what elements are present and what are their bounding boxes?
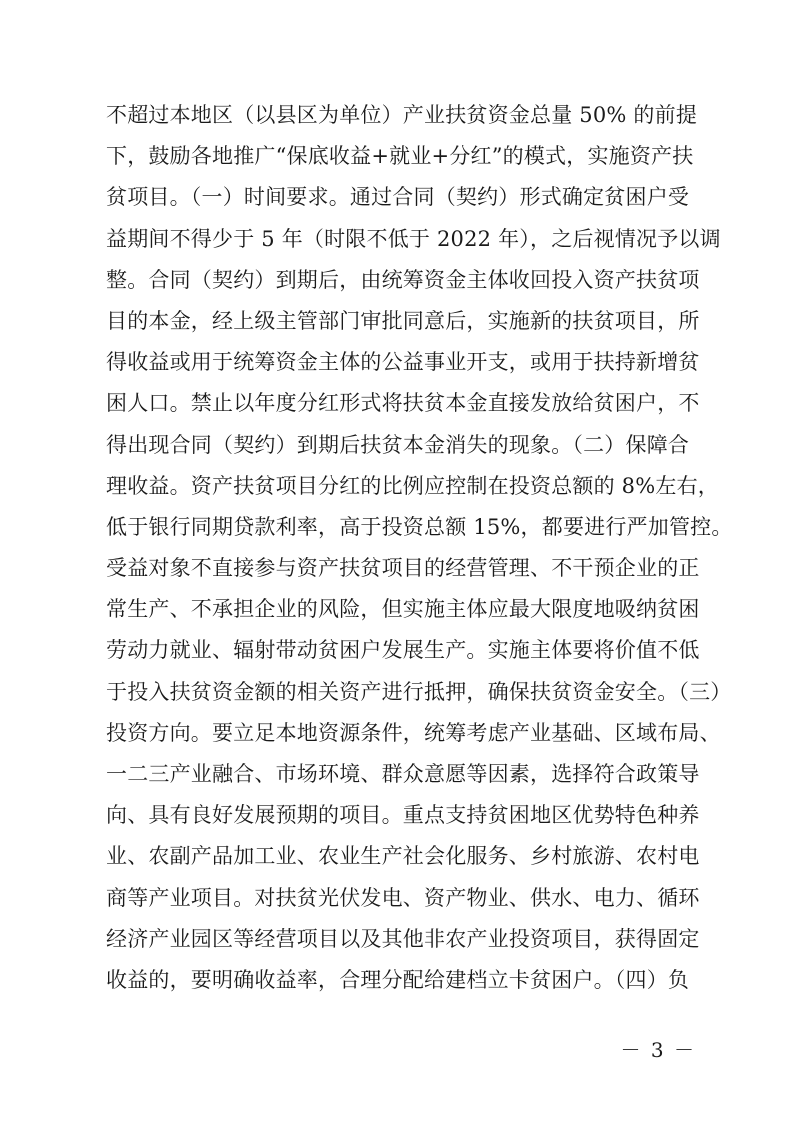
text-line: 商等产业项目。对扶贫光伏发电、资产物业、供水、电力、循环 bbox=[106, 885, 700, 910]
text-line: 一二三产业融合、市场环境、群众意愿等因素，选择符合政策导 bbox=[106, 762, 700, 786]
text-line: 贫项目。（一）时间要求。通过合同（契约）形式确定贫困户受 bbox=[106, 185, 690, 210]
text-line: 于投入扶贫资金额的相关资产进行抵押，确保扶贫资金安全。（三） bbox=[106, 679, 732, 704]
text-line: 投资方向。要立足本地资源条件，统筹考虑产业基础、区域布局、 bbox=[106, 720, 721, 745]
text-line: 劳动力就业、辐射带动贫困户发展生产。实施主体要将价值不低 bbox=[106, 638, 700, 663]
text-line: 理收益。资产扶贫项目分红的比例应控制在投资总额的 8%左右， bbox=[106, 473, 719, 498]
text-line: 受益对象不直接参与资产扶贫项目的经营管理、不干预企业的正 bbox=[106, 556, 700, 581]
text-line: 得出现合同（契约）到期后扶贫本金消失的现象。（二）保障合 bbox=[106, 432, 690, 457]
page-number: － 3 － bbox=[620, 1038, 696, 1062]
text-line: 经济产业园区等经营项目以及其他非农产业投资项目，获得固定 bbox=[106, 926, 700, 951]
text-line: 整。合同（契约）到期后，由统筹资金主体收回投入资产扶贫项 bbox=[106, 267, 700, 292]
text-line: 低于银行同期贷款利率，高于投资总额 15%，都要进行严加管控。 bbox=[106, 514, 733, 539]
text-line: 向、具有良好发展预期的项目。重点支持贫困地区优势特色种养 bbox=[106, 803, 700, 828]
text-line: 得收益或用于统筹资金主体的公益事业开支，或用于扶持新增贫 bbox=[106, 350, 700, 375]
body-paragraph bbox=[106, 95, 733, 1001]
text-line: 下，鼓励各地推广“保底收益+就业+分红”的模式，实施资产扶 bbox=[106, 144, 694, 169]
text-line: 常生产、不承担企业的风险，但实施主体应最大限度地吸纳贫困 bbox=[106, 597, 700, 622]
text-line: 不超过本地区（以县区为单位）产业扶贫资金总量 50% 的前提 bbox=[106, 103, 698, 127]
text-line: 业、农副产品加工业、农业生产社会化服务、乡村旅游、农村电 bbox=[106, 844, 700, 869]
text-line: 目的本金，经上级主管部门审批同意后，实施新的扶贫项目，所 bbox=[106, 308, 700, 333]
text-line: 收益的，要明确收益率，合理分配给建档立卡贫困户。（四）负 bbox=[106, 967, 690, 992]
text-line: 困人口。禁止以年度分红形式将扶贫本金直接发放给贫困户，不 bbox=[106, 391, 700, 416]
text-line: 益期间不得少于 5 年（时限不低于 2022 年），之后视情况予以调 bbox=[106, 226, 721, 251]
